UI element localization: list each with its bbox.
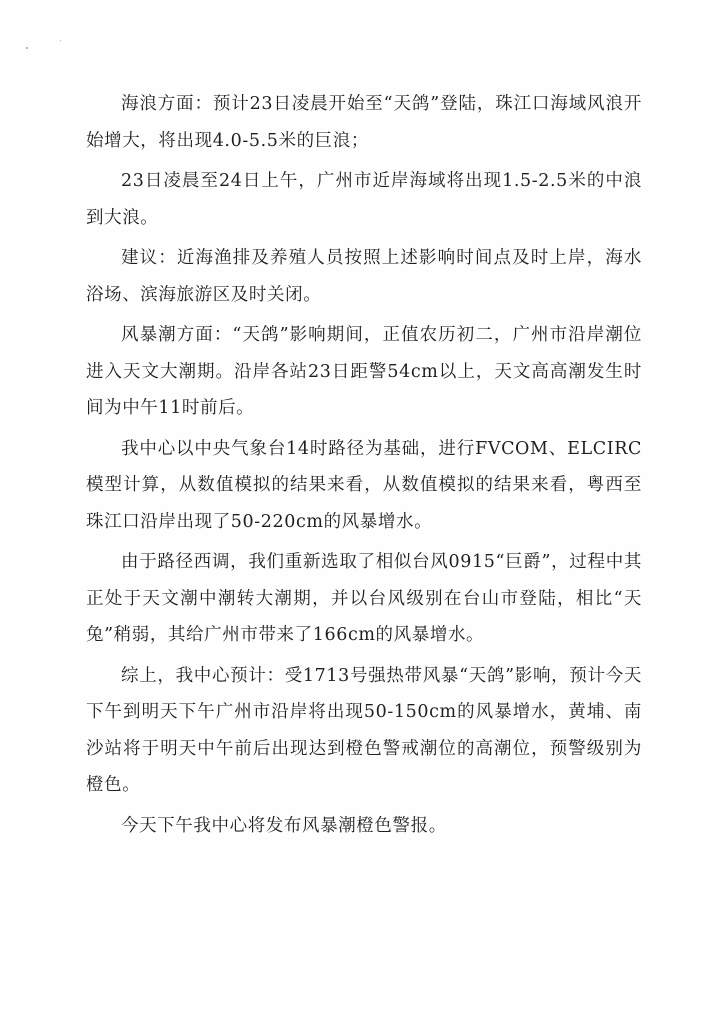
scan-speck bbox=[26, 47, 28, 49]
document-body bbox=[86, 86, 642, 848]
paragraph-recommendation: 建议：近海渔排及养殖人员按照上述影响时间点及时上岸，海水浴场、滨海旅游区及时关闭。 bbox=[86, 248, 642, 305]
scan-speck bbox=[60, 40, 61, 41]
paragraph-warning-notice: 今天下午我中心将发布风暴潮橙色警报。 bbox=[121, 815, 447, 836]
paragraph-nearshore-waves: 23日凌晨至24日上午，广州市近岸海域将出现1.5-2.5米的中浪到大浪。 bbox=[86, 171, 642, 228]
paragraph-summary: 综上，我中心预计：受1713号强热带风暴“天鸽”影响，预计今天下午到明天下午广州市沿岸将出现50-150cm的风暴增水，黄埔、南沙站将于明天中午前后出现达到橙色警戒潮位的高潮位，预警级别为橙色。 bbox=[86, 665, 642, 795]
paragraph-wave-forecast: 海浪方面：预计23日凌晨开始至“天鸽”登陆，珠江口海域风浪开始增大，将出现4.0-5.5米的巨浪； bbox=[86, 94, 642, 151]
paragraph-storm-surge: 风暴潮方面：“天鸽”影响期间，正值农历初二，广州市沿岸潮位进入天文大潮期。沿岸各站23日距警54cm以上，天文高高潮发生时间为中午11时前后。 bbox=[86, 325, 642, 418]
paragraph-similar-typhoon: 由于路径西调，我们重新选取了相似台风0915“巨爵”，过程中其正处于天文潮中潮转大潮期，并以台风级别在台山市登陆，相比“天兔”稍弱，其给广州市带来了166cm的风暴增水。 bbox=[86, 552, 642, 645]
paragraph-model-calculation: 我中心以中央气象台14时路径为基础，进行FVCOM、ELCIRC模型计算，从数值模拟的结果来看，从数值模拟的结果来看，粤西至珠江口沿岸出现了50-220cm的风暴增水。 bbox=[86, 438, 642, 532]
